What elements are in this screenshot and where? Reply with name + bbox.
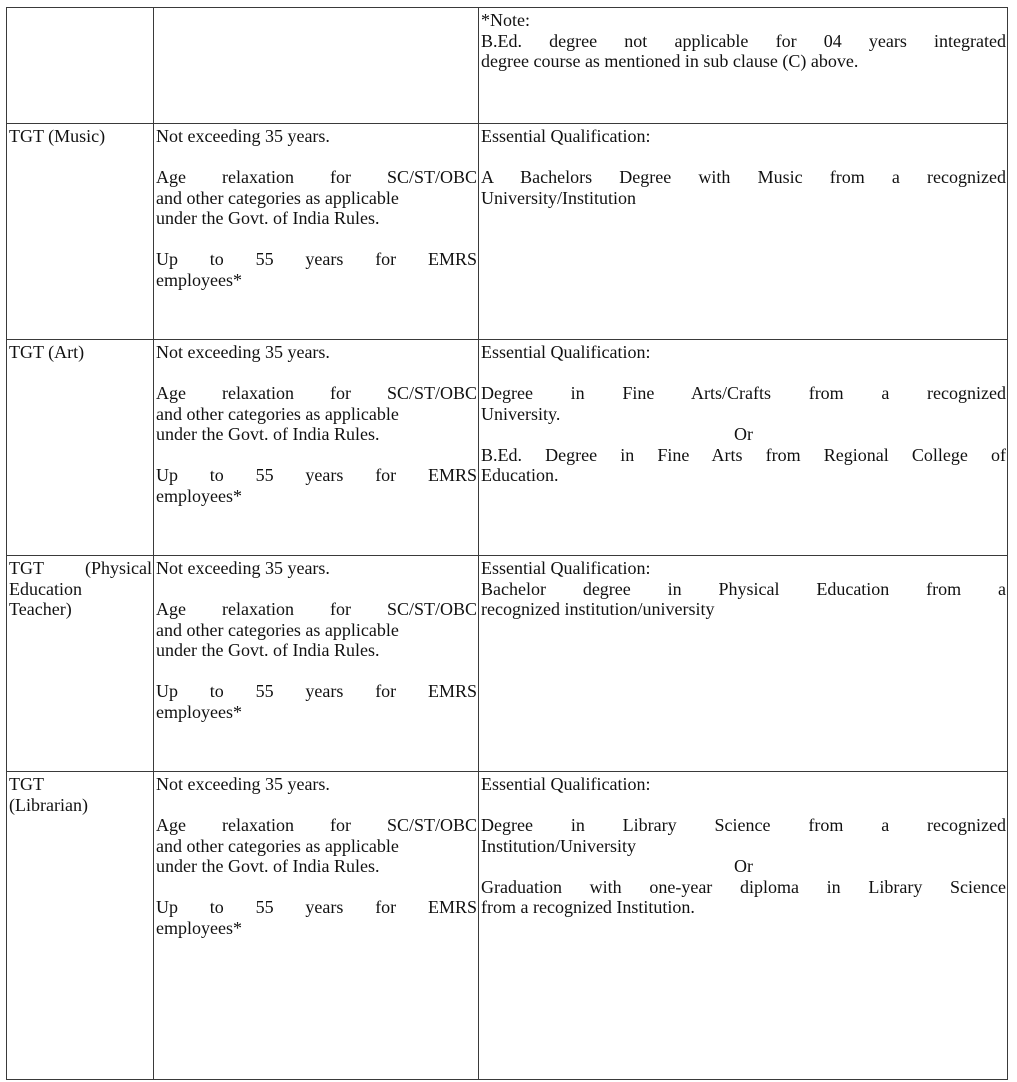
- age-relaxation-line: under the Govt. of India Rules.: [156, 208, 380, 228]
- note-line: degree course as mentioned in sub clause (C) above.: [481, 51, 859, 71]
- qualification-heading: Essential Qualification:: [481, 126, 651, 146]
- age-relaxation-line: Age relaxation for SC/ST/OBC: [156, 815, 477, 835]
- age-cell: [154, 556, 479, 772]
- table-row: [7, 8, 1008, 124]
- or-separator: Or: [734, 856, 753, 876]
- emrs-age-line: employees*: [156, 701, 242, 722]
- age-relaxation-line: Age relaxation for SC/ST/OBC: [156, 383, 477, 403]
- emrs-age-line: Up to 55 years for EMRS: [156, 681, 477, 701]
- age-relaxation-line: and other categories as applicable: [156, 619, 399, 640]
- age-relaxation-line: Age relaxation for SC/ST/OBC: [156, 167, 477, 187]
- emrs-age-line: employees*: [156, 485, 242, 506]
- post-name-line: Teacher): [9, 599, 72, 619]
- age-limit: Not exceeding 35 years.: [156, 126, 330, 146]
- age-limit: Not exceeding 35 years.: [156, 342, 330, 362]
- age-relaxation-line: and other categories as applicable: [156, 403, 399, 424]
- emrs-age-line: Up to 55 years for EMRS: [156, 897, 477, 917]
- age-cell: [154, 8, 479, 124]
- age-cell: [154, 772, 479, 1080]
- qualification-line: Bachelor degree in Physical Education from a: [481, 578, 1006, 599]
- age-limit: Not exceeding 35 years.: [156, 774, 330, 794]
- post-name-line: (Librarian): [9, 794, 88, 815]
- table-row: [7, 124, 1008, 340]
- post-name-line: Education: [9, 578, 82, 599]
- table-row: [7, 772, 1008, 1080]
- post-cell: [7, 556, 154, 772]
- qualification-heading: Essential Qualification:: [481, 342, 651, 362]
- age-relaxation-line: and other categories as applicable: [156, 835, 399, 856]
- or-separator: Or: [734, 424, 753, 444]
- emrs-age-line: Up to 55 years for EMRS: [156, 465, 477, 485]
- age-relaxation-line: under the Govt. of India Rules.: [156, 640, 380, 660]
- qualification-line: A Bachelors Degree with Music from a recognized: [481, 167, 1006, 187]
- age-relaxation-line: under the Govt. of India Rules.: [156, 856, 380, 876]
- age-limit: Not exceeding 35 years.: [156, 558, 330, 578]
- qualification-line: Institution/University: [481, 835, 636, 856]
- table-row: [7, 556, 1008, 772]
- qualification-cell: [479, 124, 1008, 340]
- post-name-line: TGT: [9, 774, 44, 794]
- qualification-heading: Essential Qualification:: [481, 774, 651, 794]
- qualification-line: University.: [481, 403, 561, 424]
- qualification-line: from a recognized Institution.: [481, 897, 695, 917]
- document-page: [6, 7, 1008, 1080]
- post-cell: [7, 772, 154, 1080]
- post-cell: [7, 8, 154, 124]
- age-relaxation-line: Age relaxation for SC/ST/OBC: [156, 599, 477, 619]
- post-name-line: TGT (Physical: [9, 558, 152, 578]
- age-cell: [154, 124, 479, 340]
- qualification-line: University/Institution: [481, 187, 636, 208]
- emrs-age-line: employees*: [156, 917, 242, 938]
- qualification-line: Education.: [481, 465, 559, 485]
- note-heading: *Note:: [481, 10, 530, 30]
- age-relaxation-line: under the Govt. of India Rules.: [156, 424, 380, 444]
- qualification-line: B.Ed. Degree in Fine Arts from Regional College of: [481, 444, 1006, 465]
- qualification-line: recognized institution/university: [481, 599, 715, 619]
- qualification-cell: [479, 772, 1008, 1080]
- qualification-line: Degree in Library Science from a recognized: [481, 815, 1006, 835]
- emrs-age-line: employees*: [156, 269, 242, 290]
- qualification-line: Graduation with one-year diploma in Library Science: [481, 876, 1006, 897]
- post-cell: [7, 124, 154, 340]
- note-line: B.Ed. degree not applicable for 04 years integrated: [481, 30, 1006, 51]
- qualification-cell: [479, 8, 1008, 124]
- post-name: TGT (Art): [9, 342, 85, 362]
- age-relaxation-line: and other categories as applicable: [156, 187, 399, 208]
- emrs-age-line: Up to 55 years for EMRS: [156, 249, 477, 269]
- qualification-line: Degree in Fine Arts/Crafts from a recognized: [481, 383, 1006, 403]
- qualification-heading: Essential Qualification:: [481, 558, 651, 578]
- table-row: [7, 340, 1008, 556]
- qualification-cell: [479, 556, 1008, 772]
- post-cell: [7, 340, 154, 556]
- age-cell: [154, 340, 479, 556]
- qualification-cell: [479, 340, 1008, 556]
- eligibility-table: [6, 7, 1008, 1080]
- post-name: TGT (Music): [9, 126, 106, 146]
